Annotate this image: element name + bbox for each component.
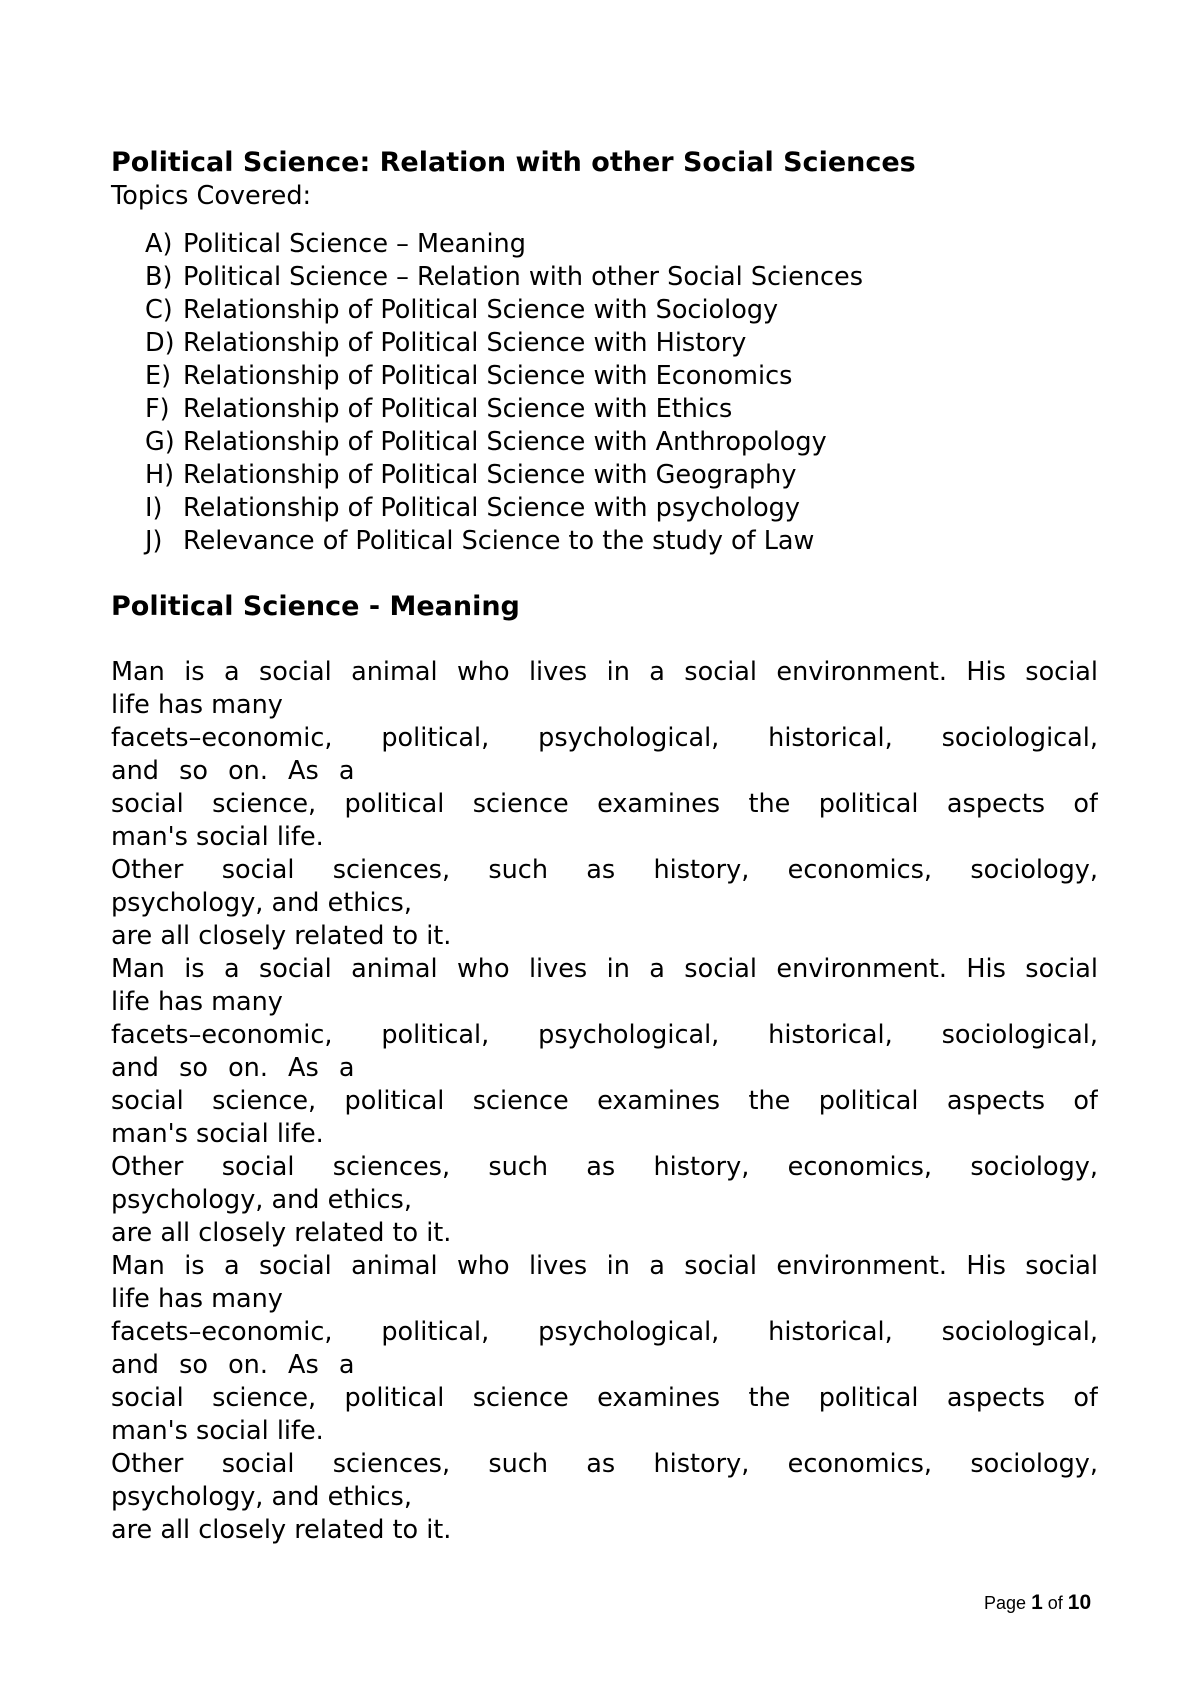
topic-letter: J) — [145, 526, 163, 556]
of-word: of — [1047, 1593, 1063, 1613]
topic-text: Relationship of Political Science with Ethics — [183, 394, 733, 424]
paragraph-line: are all closely related to it. — [111, 921, 452, 951]
paragraph-line: and so on. As a — [111, 1053, 355, 1083]
topics-list — [145, 228, 863, 558]
topic-letter: E) — [145, 361, 172, 391]
topic-item — [145, 228, 863, 261]
topic-item — [145, 426, 863, 459]
paragraph-line: Other social sciences, such as history, economics, sociology, — [111, 855, 1098, 885]
paragraph-line: are all closely related to it. — [111, 1515, 452, 1545]
paragraph-line: social science, political science examines the political aspects of — [111, 1383, 1098, 1413]
document-title: Political Science: Relation with other Social Sciences — [111, 147, 916, 178]
paragraph-line: social science, political science examines the political aspects of — [111, 1086, 1098, 1116]
topic-item — [145, 459, 863, 492]
topic-text: Relevance of Political Science to the study of Law — [183, 526, 815, 556]
paragraph-line: Man is a social animal who lives in a social environment. His social — [111, 954, 1098, 984]
paragraph-line: Man is a social animal who lives in a social environment. His social — [111, 1251, 1098, 1281]
paragraph-line: Other social sciences, such as history, economics, sociology, — [111, 1449, 1098, 1479]
topic-item — [145, 294, 863, 327]
topics-label: Topics Covered: — [111, 181, 312, 211]
topic-text: Relationship of Political Science with History — [183, 328, 747, 358]
topic-letter: D) — [145, 328, 175, 358]
paragraph-line: psychology, and ethics, — [111, 1185, 412, 1215]
topic-text: Relationship of Political Science with psychology — [183, 493, 800, 523]
topic-text: Political Science – Meaning — [183, 229, 526, 259]
topic-text: Relationship of Political Science with Sociology — [183, 295, 779, 325]
topic-item — [145, 360, 863, 393]
page-word: Page — [984, 1593, 1027, 1613]
paragraph-line: man's social life. — [111, 1416, 324, 1446]
paragraph-line: life has many — [111, 690, 283, 720]
paragraph-line: are all closely related to it. — [111, 1218, 452, 1248]
topic-letter: H) — [145, 460, 175, 490]
paragraph-line: man's social life. — [111, 1119, 324, 1149]
paragraph-line: man's social life. — [111, 822, 324, 852]
body-text — [111, 656, 1098, 1547]
paragraph-block — [111, 953, 1098, 1250]
paragraph-block — [111, 1250, 1098, 1547]
paragraph-block — [111, 656, 1098, 953]
paragraph-line: and so on. As a — [111, 756, 355, 786]
paragraph-line: and so on. As a — [111, 1350, 355, 1380]
paragraph-line: Other social sciences, such as history, economics, sociology, — [111, 1152, 1098, 1182]
topic-item — [145, 327, 863, 360]
total-pages-number: 10 — [1067, 1591, 1092, 1614]
topic-letter: G) — [145, 427, 175, 457]
topic-item — [145, 525, 863, 558]
paragraph-line: social science, political science examines the political aspects of — [111, 789, 1098, 819]
topic-letter: C) — [145, 295, 173, 325]
current-page-number: 1 — [1031, 1591, 1043, 1614]
topic-letter: A) — [145, 229, 173, 259]
topic-letter: B) — [145, 262, 173, 292]
paragraph-line: psychology, and ethics, — [111, 1482, 412, 1512]
section-heading: Political Science - Meaning — [111, 591, 520, 622]
paragraph-line: life has many — [111, 987, 283, 1017]
topic-text: Relationship of Political Science with Geography — [183, 460, 797, 490]
paragraph-line: facets–economic, political, psychological, historical, sociological, — [111, 1317, 1098, 1347]
paragraph-line: facets–economic, political, psychological, historical, sociological, — [111, 1020, 1098, 1050]
topic-letter: I) — [145, 493, 163, 523]
topic-item — [145, 261, 863, 294]
paragraph-line: psychology, and ethics, — [111, 888, 412, 918]
topic-item — [145, 492, 863, 525]
topic-text: Political Science – Relation with other Social Sciences — [183, 262, 863, 292]
page-number-footer — [984, 1591, 1091, 1615]
paragraph-line: facets–economic, political, psychological, historical, sociological, — [111, 723, 1098, 753]
paragraph-line: life has many — [111, 1284, 283, 1314]
paragraph-line: Man is a social animal who lives in a social environment. His social — [111, 657, 1098, 687]
topic-text: Relationship of Political Science with Anthropology — [183, 427, 827, 457]
topic-letter: F) — [145, 394, 170, 424]
topic-text: Relationship of Political Science with Economics — [183, 361, 793, 391]
topic-item — [145, 393, 863, 426]
